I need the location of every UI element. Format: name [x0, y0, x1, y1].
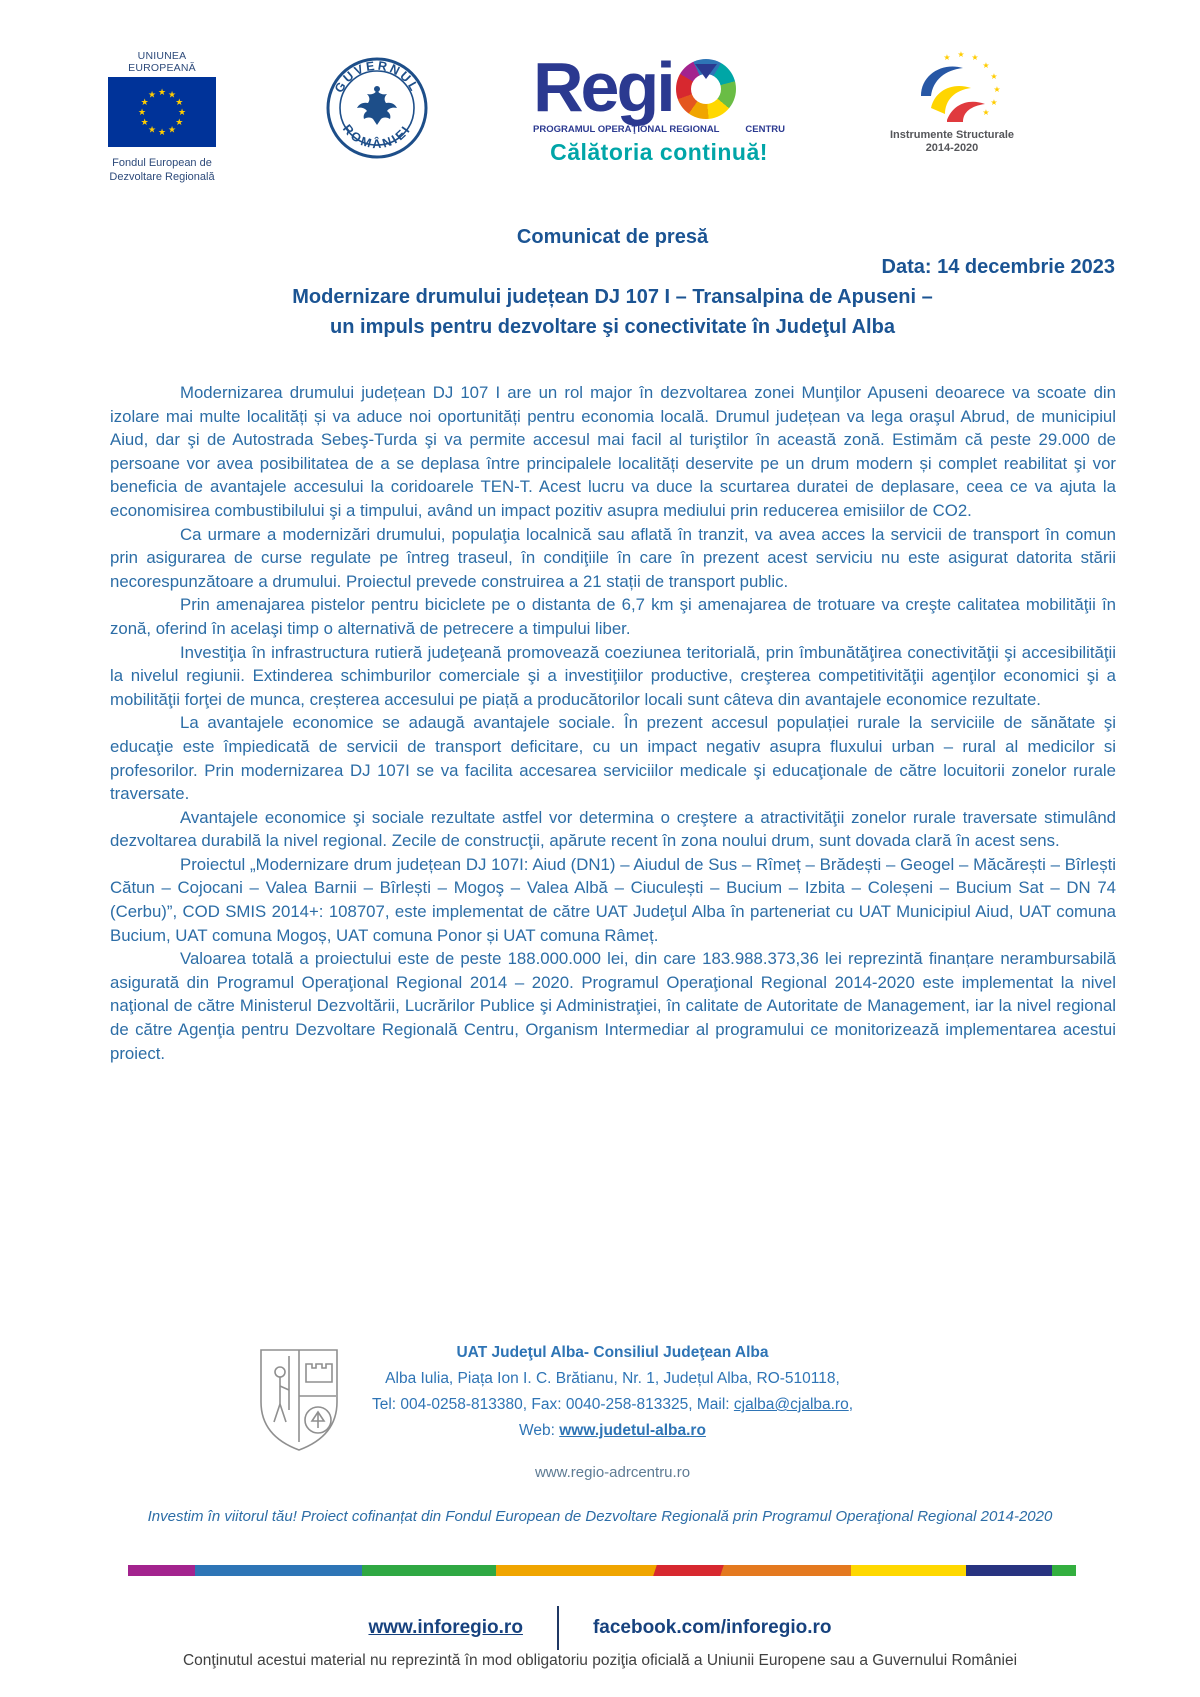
regio-program-label: PROGRAMUL OPERAŢIONAL REGIONAL	[533, 124, 720, 135]
bar-segment	[362, 1565, 496, 1576]
eu-flag-icon	[108, 77, 216, 147]
svg-text:★: ★	[993, 85, 1001, 94]
svg-text:★: ★	[175, 98, 184, 108]
svg-text:★: ★	[990, 72, 998, 81]
regio-centru-label: CENTRU	[745, 124, 785, 135]
body-text	[110, 381, 1116, 1065]
svg-text:★: ★	[147, 125, 157, 136]
regio-sublabels	[533, 124, 785, 135]
svg-text:ROMÂNIEI: ROMÂNIEI	[339, 121, 414, 152]
svg-text:★: ★	[137, 108, 147, 118]
bar-segment	[966, 1565, 1052, 1576]
regio-wordmark	[533, 48, 785, 126]
svg-text:★: ★	[167, 125, 177, 136]
svg-text:★: ★	[147, 90, 157, 101]
svg-text:★: ★	[175, 118, 184, 128]
is-label-line2: 2014-2020	[925, 142, 979, 154]
svg-text:★: ★	[982, 108, 990, 117]
email-link[interactable]: cjalba@cjalba.ro	[733, 1396, 849, 1413]
body-paragraph: Avantajele economice şi sociale rezultate astfel vor determina o creştere a atractivităţii zonelor rurale traversate stimulând dezvoltarea durabilă la nivel regional. Zecile de construcţii, apărute recent în zona noului drum, sunt dovada clară în acest sens.	[110, 807, 1116, 851]
svg-text:★: ★	[167, 90, 177, 101]
instrumente-structurale-logo	[889, 50, 1015, 155]
inforegio-link[interactable]: www.inforegio.ro	[368, 1617, 523, 1638]
svg-text:★: ★	[943, 53, 951, 62]
organization-address: Alba Iulia, Piața Ion I. C. Brătianu, Nr. 1, Județul Alba, RO-510118,	[385, 1370, 840, 1387]
svg-text:★: ★	[957, 50, 965, 59]
footer-contact-block	[110, 1340, 1115, 1486]
regio-tagline: Călătoria continuă!	[550, 139, 768, 165]
instrumente-structurale-icon	[891, 50, 1013, 122]
contact-tel-fax: Tel: 004-0258-813380, Fax: 0040-258-813325, Mail:	[371, 1396, 734, 1413]
body-paragraph: Modernizarea drumului județean DJ 107 I are un rol major în dezvoltarea zonei Munţilor Apuseni deoarece va scoate din izolare mai multe localități și va aduce noi oportunități pentru economia locală. Drumul județean va lega oraşul Abrud, de municipiul Aiud, dar şi de Autostrada Sebeş-Turda şi va permite accesul mai facil al turiştilor în această zonă. Estimăm că peste 29.000 de persoane vor avea posibilitatea de a se deplasa între principalele localități deservite pe un drum modern și complet reabilitat şi vor beneficia de avantajele accesului la coridoarele TEN-T. Acest lucru va duce la scurtarea duratei de deplasare, ceea ce va ajuta la economisirea combustibilului şi a timpului, având un impact pozitiv asupra mediului prin reducerea emisiilor de CO2.	[110, 383, 1116, 520]
bar-segment	[195, 1565, 362, 1576]
svg-text:GUVERNUL: GUVERNUL	[331, 58, 423, 96]
title-block	[110, 222, 1115, 342]
body-paragraph: Prin amenajarea pistelor pentru biciclete pe o distanta de 6,7 km şi amenajarea de trotuare va creşte calitatea mobilităţii în zonă, oferind în acelaşi timp o alternativă de petrecere a timpului liber.	[110, 595, 1116, 638]
body-paragraph: Valoarea totală a proiectului este de peste 188.000.000 lei, din care 183.988.373,36 lei reprezintă finanțare nerambursabilă asigurată din Programul Operaţional Regional 2014 – 2020. Programul Operaţional Regional 2014-2020 este implementat la nivel naţional de către Ministerul Dezvoltării, Lucrărilor Publice şi Administraţiei, în calitate de Autoritate de Management, iar la nivel regional de către Agenţia pentru Dezvoltare Regională Centru, Organism Intermediar al programului ce monitorizează implementarea acestui proiect.	[110, 949, 1116, 1063]
date-line: Data: 14 decembrie 2023	[881, 256, 1115, 278]
regio-logo	[533, 48, 785, 166]
alba-county-coat-of-arms-icon	[254, 1344, 344, 1456]
body-paragraph: Proiectul „Modernizare drum județean DJ 107I: Aiud (DN1) – Aiudul de Sus – Rîmeț – Brădești – Geogel – Măcărești – Bîrlești Cătun – Cojocani – Valea Barnii – Bîrlești – Mogoş – Valea Albă – Ciuculești – Bucium – Izbita – Coleșeni – Bucium Sat – DN 74 (Cerbu)”, COD SMIS 2014+: 108707, este implementat de către UAT Judeţul Alba în parteneriat cu UAT Municipiul Aiud, UAT comuna Bucium, UAT comuna Mogoș, UAT comuna Ponor și UAT comuna Râmeț.	[110, 854, 1116, 945]
subtitle-line-1: Modernizare drumului județean DJ 107 I – Transalpina de Apuseni –	[292, 286, 933, 308]
facebook-link[interactable]: facebook.com/inforegio.ro	[592, 1617, 832, 1638]
svg-text:★: ★	[177, 108, 187, 118]
svg-text:★: ★	[971, 53, 979, 62]
instrumente-structurale-label	[889, 129, 1015, 155]
web-prefix: Web:	[519, 1422, 560, 1439]
eu-logo-subtitle-line2: Dezvoltare Regională	[109, 171, 215, 183]
svg-text:★: ★	[140, 118, 149, 128]
eu-logo-subtitle	[103, 156, 221, 184]
government-seal-icon	[325, 56, 429, 160]
svg-text:★: ★	[990, 98, 998, 107]
body-paragraph: Ca urmare a modernizări drumului, populaţia localnică sau aflată în tranzit, va avea acces la servicii de transport în comun prin asigurarea de curse regulate pe întreg traseul, în condiţiile în care în prezent acest serviciu nu este asigurat datorita stării necorespunzătoare a drumului. Proiectul prevede construirea a 21 stații de transport public.	[110, 524, 1116, 591]
page-title: Comunicat de presă	[516, 226, 709, 248]
rainbow-bar	[128, 1565, 1084, 1576]
regio-wordmark-text: Regi	[533, 48, 673, 126]
bar-segment	[717, 1565, 851, 1576]
county-website-link[interactable]: www.judetul-alba.ro	[559, 1422, 706, 1439]
eu-flag-logo	[103, 50, 221, 184]
svg-text:★: ★	[140, 98, 149, 108]
svg-text:★: ★	[157, 128, 167, 138]
bar-segment	[496, 1565, 659, 1576]
bottom-links-row	[0, 1606, 1200, 1650]
bar-segment	[851, 1565, 966, 1576]
disclaimer-text: Conţinutul acestui material nu reprezintă în mod obligatoriu poziţia oficială a Uniunii Europene sau a Guvernului României	[182, 1652, 1018, 1669]
organization-name: UAT Judeţul Alba- Consiliul Judeţean Alba	[456, 1344, 769, 1361]
bar-segment	[128, 1565, 195, 1576]
regio-o-ring-icon	[676, 59, 736, 119]
adr-centru-site: www.regio-adrcentru.ro	[534, 1464, 691, 1481]
contact-suffix: ,	[848, 1396, 854, 1413]
links-divider	[557, 1606, 559, 1650]
body-paragraph: Investiţia în infrastructura rutieră judeţeană promovează coeziunea teritorială, prin îmbunătăţirea conectivităţii şi accesibilităţii la nivelul regiunii. Extinderea schimburilor comerciale şi a investiţiilor productive, creşterea competitivităţii agenţilor economici şi a mobilităţii forţei de munca, creșterea accesului pe piață a producătorilor locali sunt câteva din avantajele economice rezultate.	[110, 642, 1116, 709]
header-logo-row	[103, 50, 1015, 184]
funding-statement: Investim în viitorul tău! Proiect cofinanțat din Fondul European de Dezvoltare Regională prin Programul Operaţional Regional 2014-2020	[147, 1508, 1053, 1525]
svg-text:★: ★	[157, 88, 167, 98]
svg-text:★: ★	[982, 61, 990, 70]
eu-logo-subtitle-line1: Fondul European de	[112, 157, 212, 169]
government-romania-seal	[325, 56, 429, 165]
subtitle-line-2: un impuls pentru dezvoltare şi conectivitate în Judeţul Alba	[330, 316, 895, 338]
eu-logo-title: UNIUNEA EUROPEANĂ	[128, 50, 196, 74]
bar-segment	[653, 1565, 723, 1576]
body-paragraph: La avantajele economice se adaugă avantajele sociale. În prezent accesul populației rurale la serviciile de sănătate şi educaţie este împiedicată de servicii de transport deficitare, cu un impact negativ asupra fluxului urban – rural al medicilor si profesorilor. Prin modernizarea DJ 107I se va facilita accesarea serviciilor medicale şi educaţionale de către locuitorii zonelor rurale traversate.	[110, 713, 1116, 804]
bar-segment	[1052, 1565, 1076, 1576]
is-label-line1: Instrumente Structurale	[889, 129, 1015, 141]
